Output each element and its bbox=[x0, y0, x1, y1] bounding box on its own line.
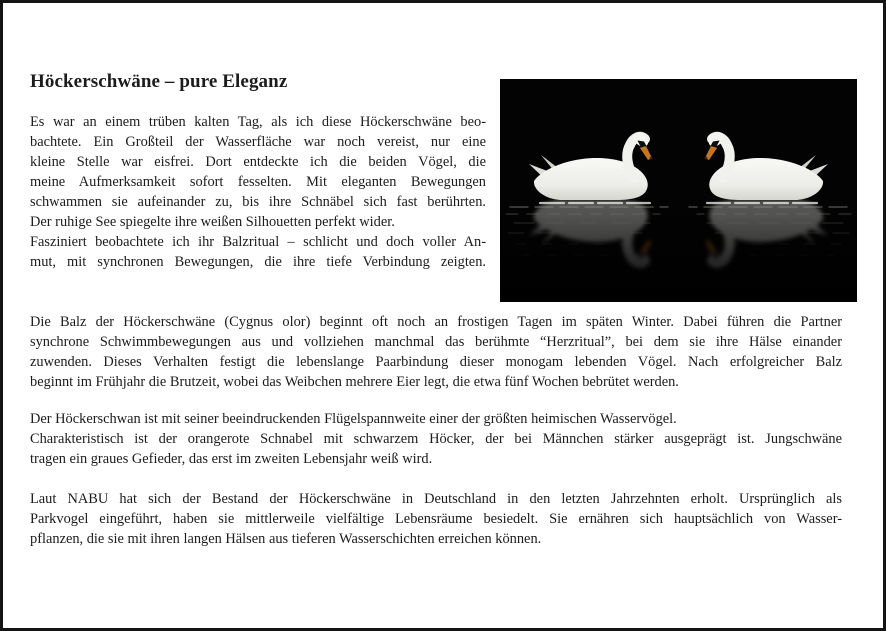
swan-photo bbox=[500, 79, 857, 302]
text-line: tragen ein graues Gefieder, das erst im zweiten Lebensjahr weiß wird. bbox=[30, 451, 433, 467]
swan-photo-graphic bbox=[500, 79, 857, 302]
text-line: Parkvogel eingeführt, haben sie mittlerweile vielfältige Lebensräume besiedelt. Sie ernähren sich hauptsächlich von Wasser- bbox=[30, 511, 842, 527]
page-title: Höckerschwäne – pure Eleganz bbox=[30, 71, 288, 92]
water-fade bbox=[500, 200, 857, 302]
text-line: schwammen sie aufeinander zu, bis ihre Schnäbel sich fast berührten. bbox=[30, 194, 486, 210]
text-line: bachtete. Ein Großteil der Wasserfläche war noch vereist, nur eine bbox=[30, 134, 486, 150]
text-line: Der Höckerschwan ist mit seiner beeindruckenden Flügelspannweite einer der größten heimischen Wasservögel. bbox=[30, 411, 677, 427]
text-line: Die Balz der Höckerschwäne (Cygnus olor) beginnt oft noch an frostigen Tagen im späten Winter. Dabei führen die Partner bbox=[30, 314, 842, 330]
text-line: meine Aufmerksamkeit sofort fesselten. Mit eleganten Bewegungen bbox=[30, 174, 486, 190]
text-line: mut, mit synchronen Bewegungen, die ihre tiefe Verbindung zeigten. bbox=[30, 254, 486, 270]
text-line: Charakteristisch ist der orangerote Schnabel mit schwarzem Höcker, der bei Männchen stärker ausgeprägt ist. Jungschwäne bbox=[30, 431, 842, 447]
text-line: synchrone Schwimmbewegungen aus und vollziehen manchmal das berühmte “Herzritual”, bei dem sie ihre Hälse einander bbox=[30, 334, 842, 350]
text-line: Laut NABU hat sich der Bestand der Höckerschwäne in Deutschland in den letzten Jahrzehnten erholt. Ursprünglich als bbox=[30, 491, 842, 507]
text-line: pflanzen, die sie mit ihren langen Hälsen aus tieferen Wasserschichten erreichen können. bbox=[30, 531, 542, 547]
text-line: Fasziniert beobachtete ich ihr Balzritual – schlicht und doch voller An- bbox=[30, 234, 486, 250]
text-line: beginnt im Frühjahr die Brutzeit, wobei das Weibchen mehrere Eier legt, die etwa fünf Wochen bebrütet werden. bbox=[30, 374, 679, 390]
text-line: zuwenden. Dieses Verhalten festigt die lebenslange Paarbindung dieser monogam lebenden Vögel. Nach erfolgreicher Balz bbox=[30, 354, 842, 370]
body-paragraph-bestand bbox=[30, 489, 842, 549]
body-paragraph-balz bbox=[30, 312, 842, 392]
intro-paragraph bbox=[30, 112, 486, 272]
text-line: Es war an einem trüben kalten Tag, als ich diese Höckerschwäne beo- bbox=[30, 114, 486, 130]
text-line: kleine Stelle war eisfrei. Dort entdeckte ich die beiden Vögel, die bbox=[30, 154, 486, 170]
text-line: Der ruhige See spiegelte ihre weißen Silhouetten perfekt wider. bbox=[30, 214, 395, 230]
body-paragraph-merkmale bbox=[30, 409, 842, 469]
